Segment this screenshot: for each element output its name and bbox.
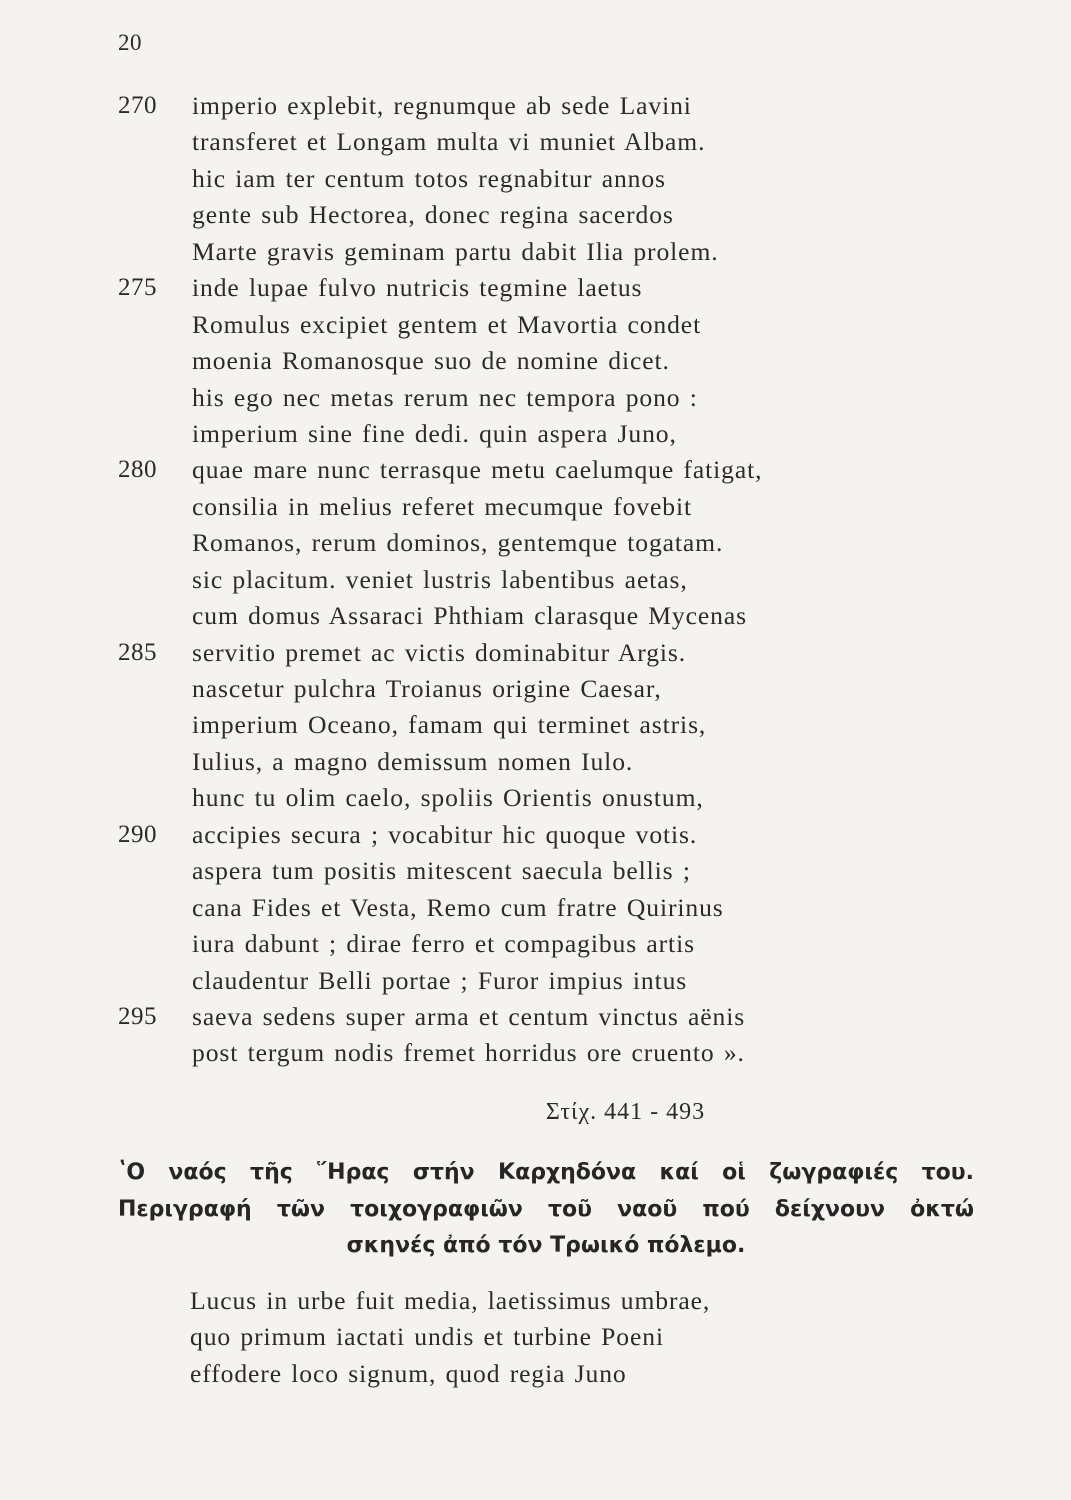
verse-line	[0, 671, 1071, 707]
verse-line	[0, 452, 1071, 488]
heading-line: ʽΟ ναός τῆς ῞Ηρας στήν Καρχηδόνα καί οἱ ζωγραφιές του.	[118, 1160, 974, 1185]
verse-line	[0, 124, 1071, 160]
verse-line-text: aspera tum positis mitescent saecula bellis ;	[192, 856, 691, 886]
verse-line-text: consilia in melius referet mecumque fovebit	[192, 491, 692, 521]
verse-line	[0, 380, 1071, 416]
verse-line-text: accipies secura ; vocabitur hic quoque votis.	[192, 819, 698, 849]
verse-line-text: cum domus Assaraci Phthiam clarasque Mycenas	[192, 601, 747, 631]
verse-line	[0, 926, 1071, 962]
verse-line	[0, 635, 1071, 671]
verse-line	[0, 853, 1071, 889]
verse-line-text: hic iam ter centum totos regnabitur annos	[192, 163, 666, 193]
verse-line	[0, 707, 1071, 743]
section-heading	[118, 1155, 974, 1265]
excerpt-line-text: Lucus in urbe fuit media, laetissimus umbrae,	[190, 1286, 711, 1315]
verse-line-text: iura dabunt ; dirae ferro et compagibus artis	[192, 929, 695, 959]
verse-line-text: Marte gravis geminam partu dabit Ilia prolem.	[192, 236, 719, 266]
verse-line-text: hunc tu olim caelo, spoliis Orientis onustum,	[192, 783, 704, 813]
verse-line-text: imperium Oceano, famam qui terminet astris,	[192, 710, 707, 740]
verse-line	[0, 270, 1071, 306]
verse-line-text: nascetur pulchra Troianus origine Caesar,	[192, 674, 662, 703]
verse-line-text: imperio explebit, regnumque ab sede Lavini	[192, 91, 692, 120]
verse-line-text: imperium sine fine dedi. quin aspera Juno,	[192, 418, 677, 448]
verse-line-text: Romulus excipiet gentem et Mavortia condet	[192, 309, 702, 339]
excerpt-block	[0, 1283, 1071, 1392]
verse-line-text: inde lupae fulvo nutricis tegmine laetus	[192, 273, 643, 303]
excerpt-line	[0, 1319, 1071, 1355]
verse-line	[0, 890, 1071, 926]
verse-line-number: 290	[118, 820, 157, 848]
verse-line-text: sic placitum. veniet lustris labentibus aetas,	[192, 564, 688, 594]
page-number: 20	[118, 30, 142, 55]
verse-line-text: moenia Romanosque suo de nomine dicet.	[192, 346, 670, 376]
verse-line-number: 285	[118, 638, 157, 666]
verse-line-number: 280	[118, 456, 157, 484]
excerpt-line-text: quo primum iactati undis et turbine Poeni	[190, 1322, 664, 1352]
verse-line	[0, 489, 1071, 525]
verse-line	[0, 817, 1071, 853]
verse-line-text: claudentur Belli portae ; Furor impius intus	[192, 965, 688, 995]
verse-line-text: his ego nec metas rerum nec tempora pono :	[192, 382, 698, 412]
verse-range-caption: Στίχ. 441 - 493	[545, 1099, 706, 1125]
verse-line-text: cana Fides et Vesta, Remo cum fratre Quirinus	[192, 892, 724, 922]
verse-block	[0, 88, 1071, 1072]
verse-line	[0, 780, 1071, 816]
verse-line	[0, 343, 1071, 379]
excerpt-line	[0, 1356, 1071, 1392]
verse-line	[0, 562, 1071, 598]
verse-line-text: saeva sedens super arma et centum vinctus aënis	[192, 1001, 746, 1031]
verse-line	[0, 963, 1071, 999]
verse-line-text: gente sub Hectorea, donec regina sacerdos	[192, 200, 674, 230]
verse-line-text: servitio premet ac victis dominabitur Argis.	[192, 637, 687, 667]
excerpt-line-text: effodere loco signum, quod regia Juno	[190, 1358, 627, 1388]
verse-line	[0, 88, 1071, 124]
verse-line	[0, 307, 1071, 343]
verse-line-number: 275	[118, 274, 157, 302]
verse-line-number: 270	[118, 92, 157, 119]
verse-line	[0, 161, 1071, 197]
verse-line	[0, 1035, 1071, 1071]
verse-line-text: Iulius, a magno demissum nomen Iulo.	[192, 746, 634, 776]
excerpt-line	[0, 1283, 1071, 1319]
verse-line-text: transferet et Longam multa vi muniet Albam.	[192, 127, 706, 157]
verse-line	[0, 598, 1071, 634]
heading-line: Περιγραφή τῶν τοιχογραφιῶν τοῦ ναοῦ πού δείχνουν ὀκτώ	[118, 1196, 974, 1222]
verse-line	[0, 999, 1071, 1035]
verse-line-number: 295	[118, 1002, 157, 1030]
heading-line: σκηνές ἀπό τόν Τρωικό πόλεμο.	[346, 1233, 746, 1258]
verse-line	[0, 525, 1071, 561]
verse-line	[0, 416, 1071, 452]
verse-line	[0, 197, 1071, 233]
verse-line	[0, 744, 1071, 780]
verse-line-text: Romanos, rerum dominos, gentemque togatam.	[192, 528, 724, 558]
verse-line-text: quae mare nunc terrasque metu caelumque fatigat,	[192, 455, 763, 485]
verse-line	[0, 234, 1071, 270]
verse-line-text: post tergum nodis fremet horridus ore cruento ».	[192, 1038, 745, 1068]
